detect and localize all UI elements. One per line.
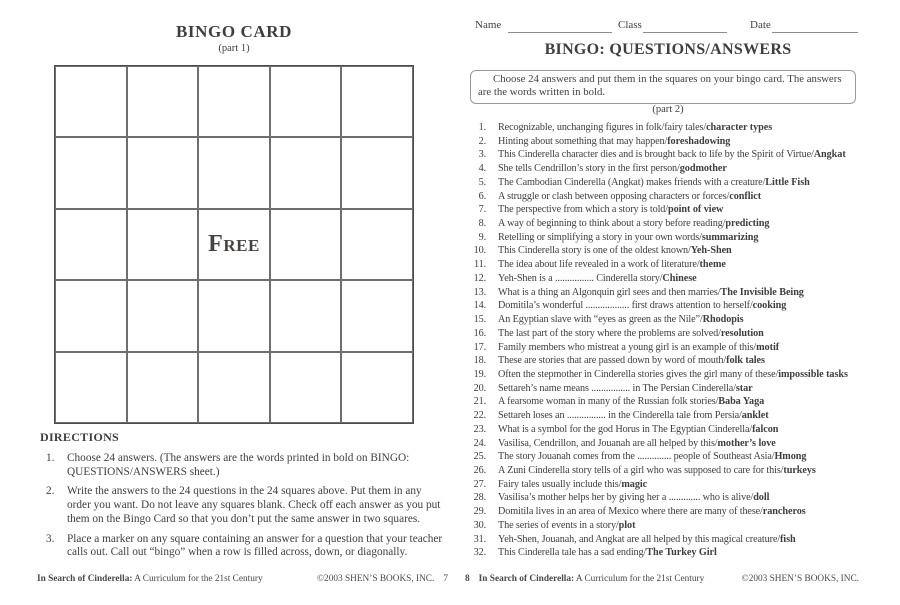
question-answer: Little Fish [765,176,810,188]
question-number: 3. [478,149,486,161]
question-text: Fairy tales usually include this/magic [498,478,648,490]
question-answer: mother’s love [717,437,776,449]
bingo-grid [54,65,414,424]
question-number: 8. [478,218,486,230]
bingo-cell [270,137,342,208]
question-text: Recognizable, unchanging figures in folk/fairy tales/character types [498,122,773,133]
right-page-title: BINGO: QUESTIONS/ANSWERS [544,41,792,58]
question-text: The last part of the story where the problems are solved/resolution [498,327,764,339]
question-text: A struggle or clash between opposing characters or forces/conflict [498,190,762,202]
question-text: The perspective from which a story is told/point of view [498,204,724,216]
question-item [460,286,862,300]
question-number: 1. [478,122,486,133]
bingo-cell [198,66,270,137]
question-text: The idea about life revealed in a work of literature/theme [498,259,726,271]
date-label: Date [750,19,771,31]
question-item [460,258,862,272]
question-number: 31. [473,533,486,545]
direction-number: 1. [46,452,55,464]
bingo-cell [55,66,127,137]
direction-item [40,452,448,480]
page-number: 7 [443,574,448,584]
question-text: She tells Cendrillon’s story in the first person/godmother [498,163,727,175]
question-item [460,368,862,382]
bingo-free-cell [198,209,270,280]
question-text: Settareh’s name means ................ in The Persian Cinderella/star [498,382,753,394]
question-answer: turkeys [783,464,816,476]
question-answer: point of view [667,204,724,216]
question-item [460,176,862,190]
question-answer: rancheros [762,506,806,518]
right-page [460,0,862,605]
footer-book-title: 8 In Search of Cinderella: A Curriculum for the 21st Century [465,574,705,584]
question-item [460,533,862,547]
direction-number: 3. [46,532,55,545]
question-answer: star [735,382,753,394]
direction-item [40,533,448,561]
question-item [460,341,862,355]
question-item [460,437,862,451]
question-text: Domitila lives in an area of Mexico where there are many of these/rancheros [498,506,806,518]
bingo-cell [127,209,199,280]
question-answer: motif [756,341,780,353]
directions-heading: DIRECTIONS [40,430,120,444]
question-number: 2. [478,135,486,147]
bingo-cell [127,280,199,351]
question-text: The story Jouanah comes from the .............. people of Southeast Asia/Hmong [498,451,807,463]
question-number: 30. [473,519,486,531]
question-text: Yeh-Shen is a ................ Cinderella story/Chinese [498,272,697,284]
question-item [460,382,862,396]
question-item [460,203,862,217]
right-page-subtitle: (part 2) [652,104,684,115]
question-number: 28. [473,492,486,504]
bingo-cell [127,66,199,137]
footer-copyright: ©2003 SHEN’S BOOKS, INC. [741,574,859,584]
question-number: 20. [473,382,486,394]
bingo-cell [341,66,413,137]
question-answer: cooking [752,300,787,312]
bingo-cell [270,209,342,280]
question-number: 24. [473,437,486,449]
question-answer: Baba Yaga [718,396,765,408]
left-page-footer [37,574,448,584]
question-item [460,491,862,505]
bingo-cell [341,137,413,208]
question-item [460,409,862,423]
question-item [460,423,862,437]
question-answer: doll [753,492,770,504]
question-text: Often the stepmother in Cinderella stories gives the girl many of these/impossible tasks [498,368,848,380]
date-blank-line [772,19,858,33]
question-text: The Cambodian Cinderella (Angkat) makes friends with a creature/Little Fish [498,176,810,188]
question-text: Retelling or simplifying a story in your own words/summarizing [498,231,759,243]
question-number: 13. [473,286,486,298]
left-page [30,0,450,605]
question-number: 17. [473,341,486,353]
question-text: Yeh-Shen, Jouanah, and Angkat are all helped by this magical creature/fish [498,533,796,545]
question-item [460,231,862,245]
footer-book-title: In Search of Cinderella: A Curriculum for the 21st Century [37,574,263,584]
instruction-box: Choose 24 answers and put them in the squares on your bingo card. The answers are the words written in bold. [470,70,856,104]
question-text: A fearsome woman in many of the Russian folk stories/Baba Yaga [498,396,765,408]
class-blank-line [643,19,727,33]
question-answer: Rhodopis [702,314,744,326]
question-text: Family members who mistreat a young girl is an example of this/motif [498,341,780,353]
bingo-cell [198,137,270,208]
question-number: 22. [473,410,486,422]
bingo-cell [55,137,127,208]
question-item [460,327,862,341]
question-number: 29. [473,506,486,518]
question-number: 16. [473,327,486,339]
bingo-cell [198,352,270,423]
bingo-cell [127,137,199,208]
question-answer: resolution [720,327,764,339]
question-answer: magic [621,478,648,490]
question-answer: theme [699,259,726,271]
question-answer: summarizing [701,231,759,243]
question-answer: conflict [729,190,762,202]
question-answer: folk tales [726,355,765,367]
bingo-cell [341,280,413,351]
left-page-subtitle: (part 1) [218,43,250,54]
name-blank-line [508,19,612,33]
question-item [460,546,862,560]
class-label: Class [618,19,642,31]
footer-copyright: ©2003 SHEN’S BOOKS, INC. 7 [316,574,448,584]
question-answer: impossible tasks [778,368,848,380]
question-item [460,395,862,409]
free-space-label: Free [208,230,260,257]
bingo-cell [198,280,270,351]
question-text: Settareh loses an ................ in the Cinderella tale from Persia/anklet [498,410,769,422]
question-answer: falcon [752,423,779,435]
question-number: 11. [474,259,486,271]
question-answer: The Turkey Girl [646,547,717,559]
left-page-title: BINGO CARD [175,22,293,41]
question-item [460,505,862,519]
question-text: Domitila’s wonderful .................. first draws attention to herself/cooking [498,300,787,312]
question-text: The series of events in a story/plot [498,519,636,531]
bingo-cell [270,66,342,137]
question-answer: The Invisible Being [720,286,804,298]
question-item [460,272,862,286]
question-answer: Angkat [813,149,846,161]
question-number: 19. [473,368,486,380]
question-item [460,450,862,464]
question-text: An Egyptian slave with “eyes as green as the Nile”/Rhodopis [498,314,744,326]
question-item [460,519,862,533]
question-number: 21. [473,396,486,408]
question-answer: Yeh-Shen [690,245,732,257]
question-text: A Zuni Cinderella story tells of a girl who was supposed to care for this/turkeys [498,464,816,476]
question-number: 10. [473,245,486,257]
question-text: Vasilisa, Cendrillon, and Jouanah are all helped by this/mother’s love [498,437,776,449]
question-number: 6. [478,190,486,202]
question-answer: predicting [725,218,770,230]
question-item [460,217,862,231]
question-number: 12. [473,272,486,284]
question-item [460,244,862,258]
question-number: 25. [473,451,486,463]
question-answer: godmother [679,163,727,175]
question-answer: anklet [741,410,769,422]
question-answer: fish [779,533,796,545]
question-answer: character types [706,122,773,133]
question-item [460,299,862,313]
question-text: These are stories that are passed down by word of mouth/folk tales [498,355,765,367]
question-list [460,121,862,560]
direction-text: Write the answers to the 24 questions in the 24 squares above. Put them in any order you want. Do not leave any squares blank. Check off each answer as you put them on the Bingo Card so that you don’t put the same answer in two squares. [67,485,441,526]
bingo-cell [270,352,342,423]
bingo-cell [55,352,127,423]
question-item [460,162,862,176]
direction-text: Choose 24 answers. (The answers are the words printed in bold on BINGO: QUESTIONS/ANSWERS sheet.) [67,452,410,478]
question-item [460,354,862,368]
direction-text: Place a marker on any square containing an answer for a question that your teacher calls out. Call out “bingo” when a row is filled across, down, or diagonally. [67,532,443,559]
question-number: 5. [478,176,486,188]
question-item [460,148,862,162]
bingo-cell [55,209,127,280]
question-item [460,190,862,204]
question-number: 27. [473,478,486,490]
question-answer: Chinese [662,272,697,284]
direction-item [40,485,448,527]
question-text: A way of beginning to think about a story before reading/predicting [498,218,770,230]
question-text: This Cinderella tale has a sad ending/The Turkey Girl [498,547,717,559]
question-text: This Cinderella character dies and is brought back to life by the Spirit of Virtue/Angkat [498,149,846,161]
direction-number: 2. [46,485,55,498]
question-number: 23. [473,423,486,435]
question-number: 18. [473,355,486,367]
question-number: 26. [473,464,486,476]
question-number: 14. [473,300,486,312]
question-text: Vasilisa’s mother helps her by giving her a ............. who is alive/doll [498,492,770,504]
right-page-footer [465,574,859,584]
question-number: 4. [478,163,486,175]
question-number: 32. [473,547,486,559]
bingo-cell [341,209,413,280]
question-answer: Hmong [774,451,807,463]
question-answer: foreshadowing [667,135,731,147]
question-item [460,121,862,135]
question-answer: plot [618,519,636,531]
name-label: Name [475,19,502,31]
bingo-cell [341,352,413,423]
question-item [460,464,862,478]
bingo-cell [55,280,127,351]
question-item [460,478,862,492]
bingo-cell [127,352,199,423]
question-text: This Cinderella story is one of the oldest known/Yeh-Shen [498,245,732,257]
bingo-cell [270,280,342,351]
question-number: 15. [473,314,486,326]
question-text: Hinting about something that may happen/foreshadowing [498,135,731,147]
page-number: 8 [465,574,470,584]
question-text: What is a symbol for the god Horus in The Egyptian Cinderella/falcon [498,423,779,435]
question-text: What is a thing an Algonquin girl sees and then marries/The Invisible Being [498,286,804,298]
question-number: 9. [478,231,486,243]
directions-section [40,430,448,566]
question-item [460,135,862,149]
question-number: 7. [478,204,486,216]
question-item [460,313,862,327]
